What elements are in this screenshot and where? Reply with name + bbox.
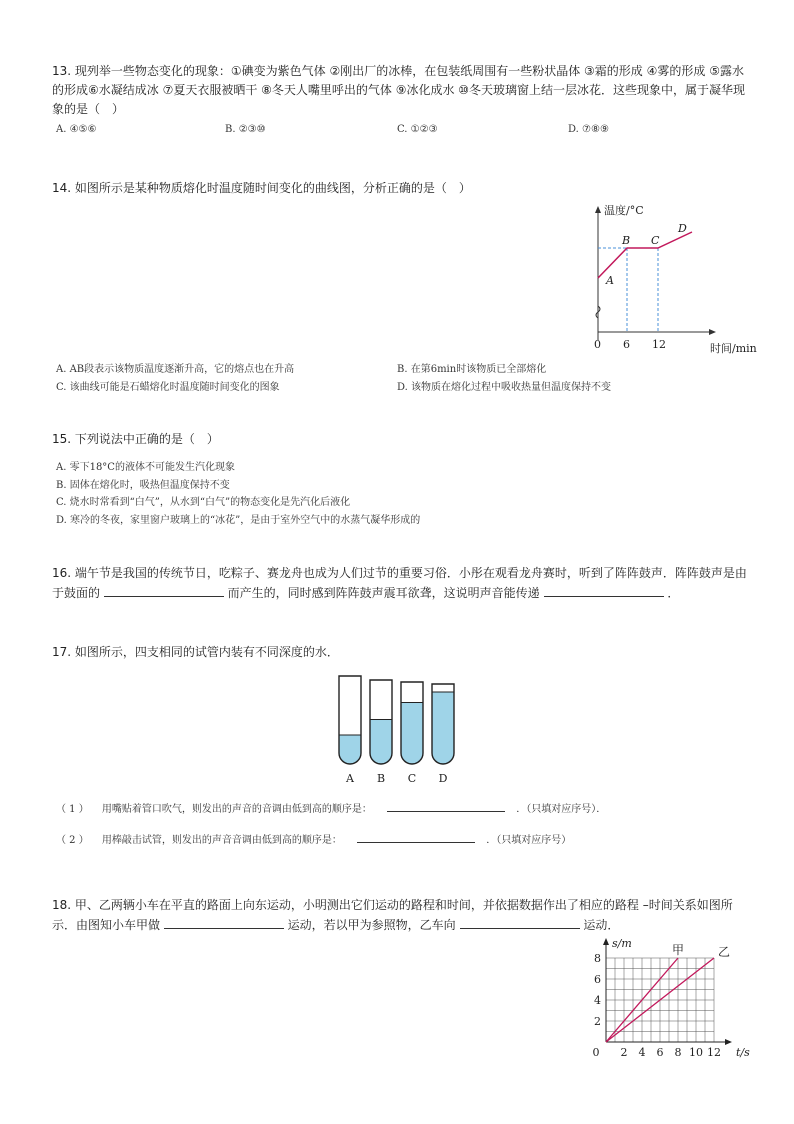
test-tubes-figure xyxy=(330,668,470,788)
tube-water-a xyxy=(339,735,361,764)
q18-text-1: 18. 甲、乙两辆小车在平直的路面上向东运动，小明测出它们运动的路程和时间，并依据数据作出了相应的路程 –时间关系如图所示．由图知小车甲做 xyxy=(52,898,733,932)
graph-tick-12: 12 xyxy=(652,338,666,351)
q17-sub2-tail: ．（只填对应序号） xyxy=(486,835,572,846)
x-tick-label: 2 xyxy=(620,1046,628,1059)
y-tick-label: 4 xyxy=(594,994,601,1007)
question-13 xyxy=(52,62,754,119)
x-tick-label: 4 xyxy=(638,1046,646,1059)
question-13-stem: 13. 现列举一些物态变化的现象：①碘变为紫色气体 ②刚出厂的冰棒，在包装纸周围有一些粉状晶体 ③霜的形成 ④雾的形成 ⑤露水的形成⑥水凝结成冰 ⑦夏天衣服被晒干 ⑧冬天人嘴里呼出的气体 ⑨冰化成水 ⑩冬天玻璃窗上结一层冰花．这些现象中，属于凝华现象的是（ ） xyxy=(52,64,746,116)
tube-label-a: A xyxy=(346,772,354,785)
q17-sub-2 xyxy=(56,831,756,846)
tube-water-b xyxy=(370,719,392,764)
q17-sub1-tail: ．（只填对应序号）． xyxy=(516,804,607,815)
q18-blank-1[interactable] xyxy=(164,915,284,929)
point-d-label: D xyxy=(678,222,687,235)
x-tick-label: 0 xyxy=(592,1046,600,1059)
q14-option-a: A. AB段表示该物质温度逐渐升高，它的熔点也在升高 xyxy=(56,364,295,375)
x-tick-label: 10 xyxy=(689,1046,703,1059)
q15-option-c: C. 烧水时常看到“白气”，从水到“白气”的物态变化是先汽化后液化 xyxy=(56,497,351,508)
q17-sub-1 xyxy=(56,800,756,815)
tube-label-b: B xyxy=(376,772,386,785)
q15-option-a: A. 零下18°C的液体不可能发生汽化现象 xyxy=(56,462,235,473)
q14-option-b: B. 在第6min时该物质已全部熔化 xyxy=(397,364,547,375)
q16-text-2: 而产生的，同时感到阵阵鼓声震耳欲聋，这说明声音能传递 xyxy=(227,586,540,600)
q17-sub2-text: 用棒敲击试管，则发出的声音音调由低到高的顺序是： xyxy=(101,835,342,846)
q13-option-c: C. ①②③ xyxy=(397,124,438,135)
x-tick-label: 12 xyxy=(707,1046,721,1059)
q14-option-c: C. 该曲线可能是石蜡熔化时温度随时间变化的图象 xyxy=(56,382,280,393)
x-axis-arrow xyxy=(725,1039,732,1045)
question-18 xyxy=(52,896,754,935)
point-a-label: A xyxy=(606,274,614,287)
point-b-label: B xyxy=(622,234,631,247)
point-c-label: C xyxy=(651,234,660,247)
q17-blank-1[interactable] xyxy=(387,801,505,812)
y-tick-label: 8 xyxy=(594,952,601,965)
q16-blank-2[interactable] xyxy=(544,583,664,597)
q14-option-d: D. 该物质在熔化过程中吸收热量但温度保持不变 xyxy=(397,382,612,393)
q17-sub2-number: （ 2 ） xyxy=(56,835,89,846)
question-16 xyxy=(52,564,754,603)
graph-x-label: 时间/min xyxy=(710,342,757,355)
q16-text-1: 16. 端午节是我国的传统节日，吃粽子、赛龙舟也成为人们过节的重要习俗．小彤在观看龙舟赛时，听到了阵阵鼓声．阵阵鼓声是由于鼓面的 xyxy=(52,566,747,600)
series-label-jia: 甲 xyxy=(672,943,685,957)
q13-option-b: B. ②③⑩ xyxy=(225,124,266,135)
tube-water-c xyxy=(401,703,423,765)
melting-curve-graph xyxy=(590,198,770,360)
q17-sub1-text: 用嘴贴着管口吹气，则发出的声音的音调由低到高的顺序是： xyxy=(101,804,372,815)
q18-blank-2[interactable] xyxy=(460,915,580,929)
graph-tick-6: 6 xyxy=(623,338,630,351)
x-tick-label: 6 xyxy=(656,1046,664,1059)
x-axis-label: t/s xyxy=(736,1046,750,1059)
question-15-stem: 15. 下列说法中正确的是（ ） xyxy=(52,432,219,446)
q17-blank-2[interactable] xyxy=(357,832,475,843)
q18-text-2: 运动，若以甲为参照物，乙车向 xyxy=(287,918,456,932)
q13-option-a: A. ④⑤⑥ xyxy=(56,124,97,135)
y-axis-arrow xyxy=(603,938,609,945)
series-label-yi: 乙 xyxy=(718,945,731,959)
q16-text-3: ． xyxy=(667,586,680,600)
q18-text-3: 运动． xyxy=(583,918,620,932)
y-tick-label: 2 xyxy=(594,1015,601,1028)
tube-water-d xyxy=(432,692,454,764)
x-tick-label: 8 xyxy=(674,1046,682,1059)
q15-option-b: B. 固体在熔化时，吸热但温度保持不变 xyxy=(56,480,230,491)
tube-label-d: D xyxy=(438,772,448,785)
question-14-stem: 14. 如图所示是某种物质熔化时温度随时间变化的曲线图，分析正确的是（ ） xyxy=(52,181,471,195)
graph-origin: 0 xyxy=(594,338,601,351)
q16-blank-1[interactable] xyxy=(104,583,224,597)
q13-option-d: D. ⑦⑧⑨ xyxy=(568,124,609,135)
y-axis-label: s/m xyxy=(612,937,632,950)
tube-label-c: C xyxy=(407,772,417,785)
q17-sub1-number: （ 1 ） xyxy=(56,804,89,815)
graph-y-label: 温度/°C xyxy=(604,204,644,217)
distance-time-chart xyxy=(588,936,768,1066)
q15-option-d: D. 寒冷的冬夜，家里窗户玻璃上的“冰花”，是由于室外空气中的水蒸气凝华形成的 xyxy=(56,515,421,526)
question-17-stem: 17. 如图所示，四支相同的试管内装有不同深度的水． xyxy=(52,645,339,659)
y-tick-label: 6 xyxy=(594,973,601,986)
